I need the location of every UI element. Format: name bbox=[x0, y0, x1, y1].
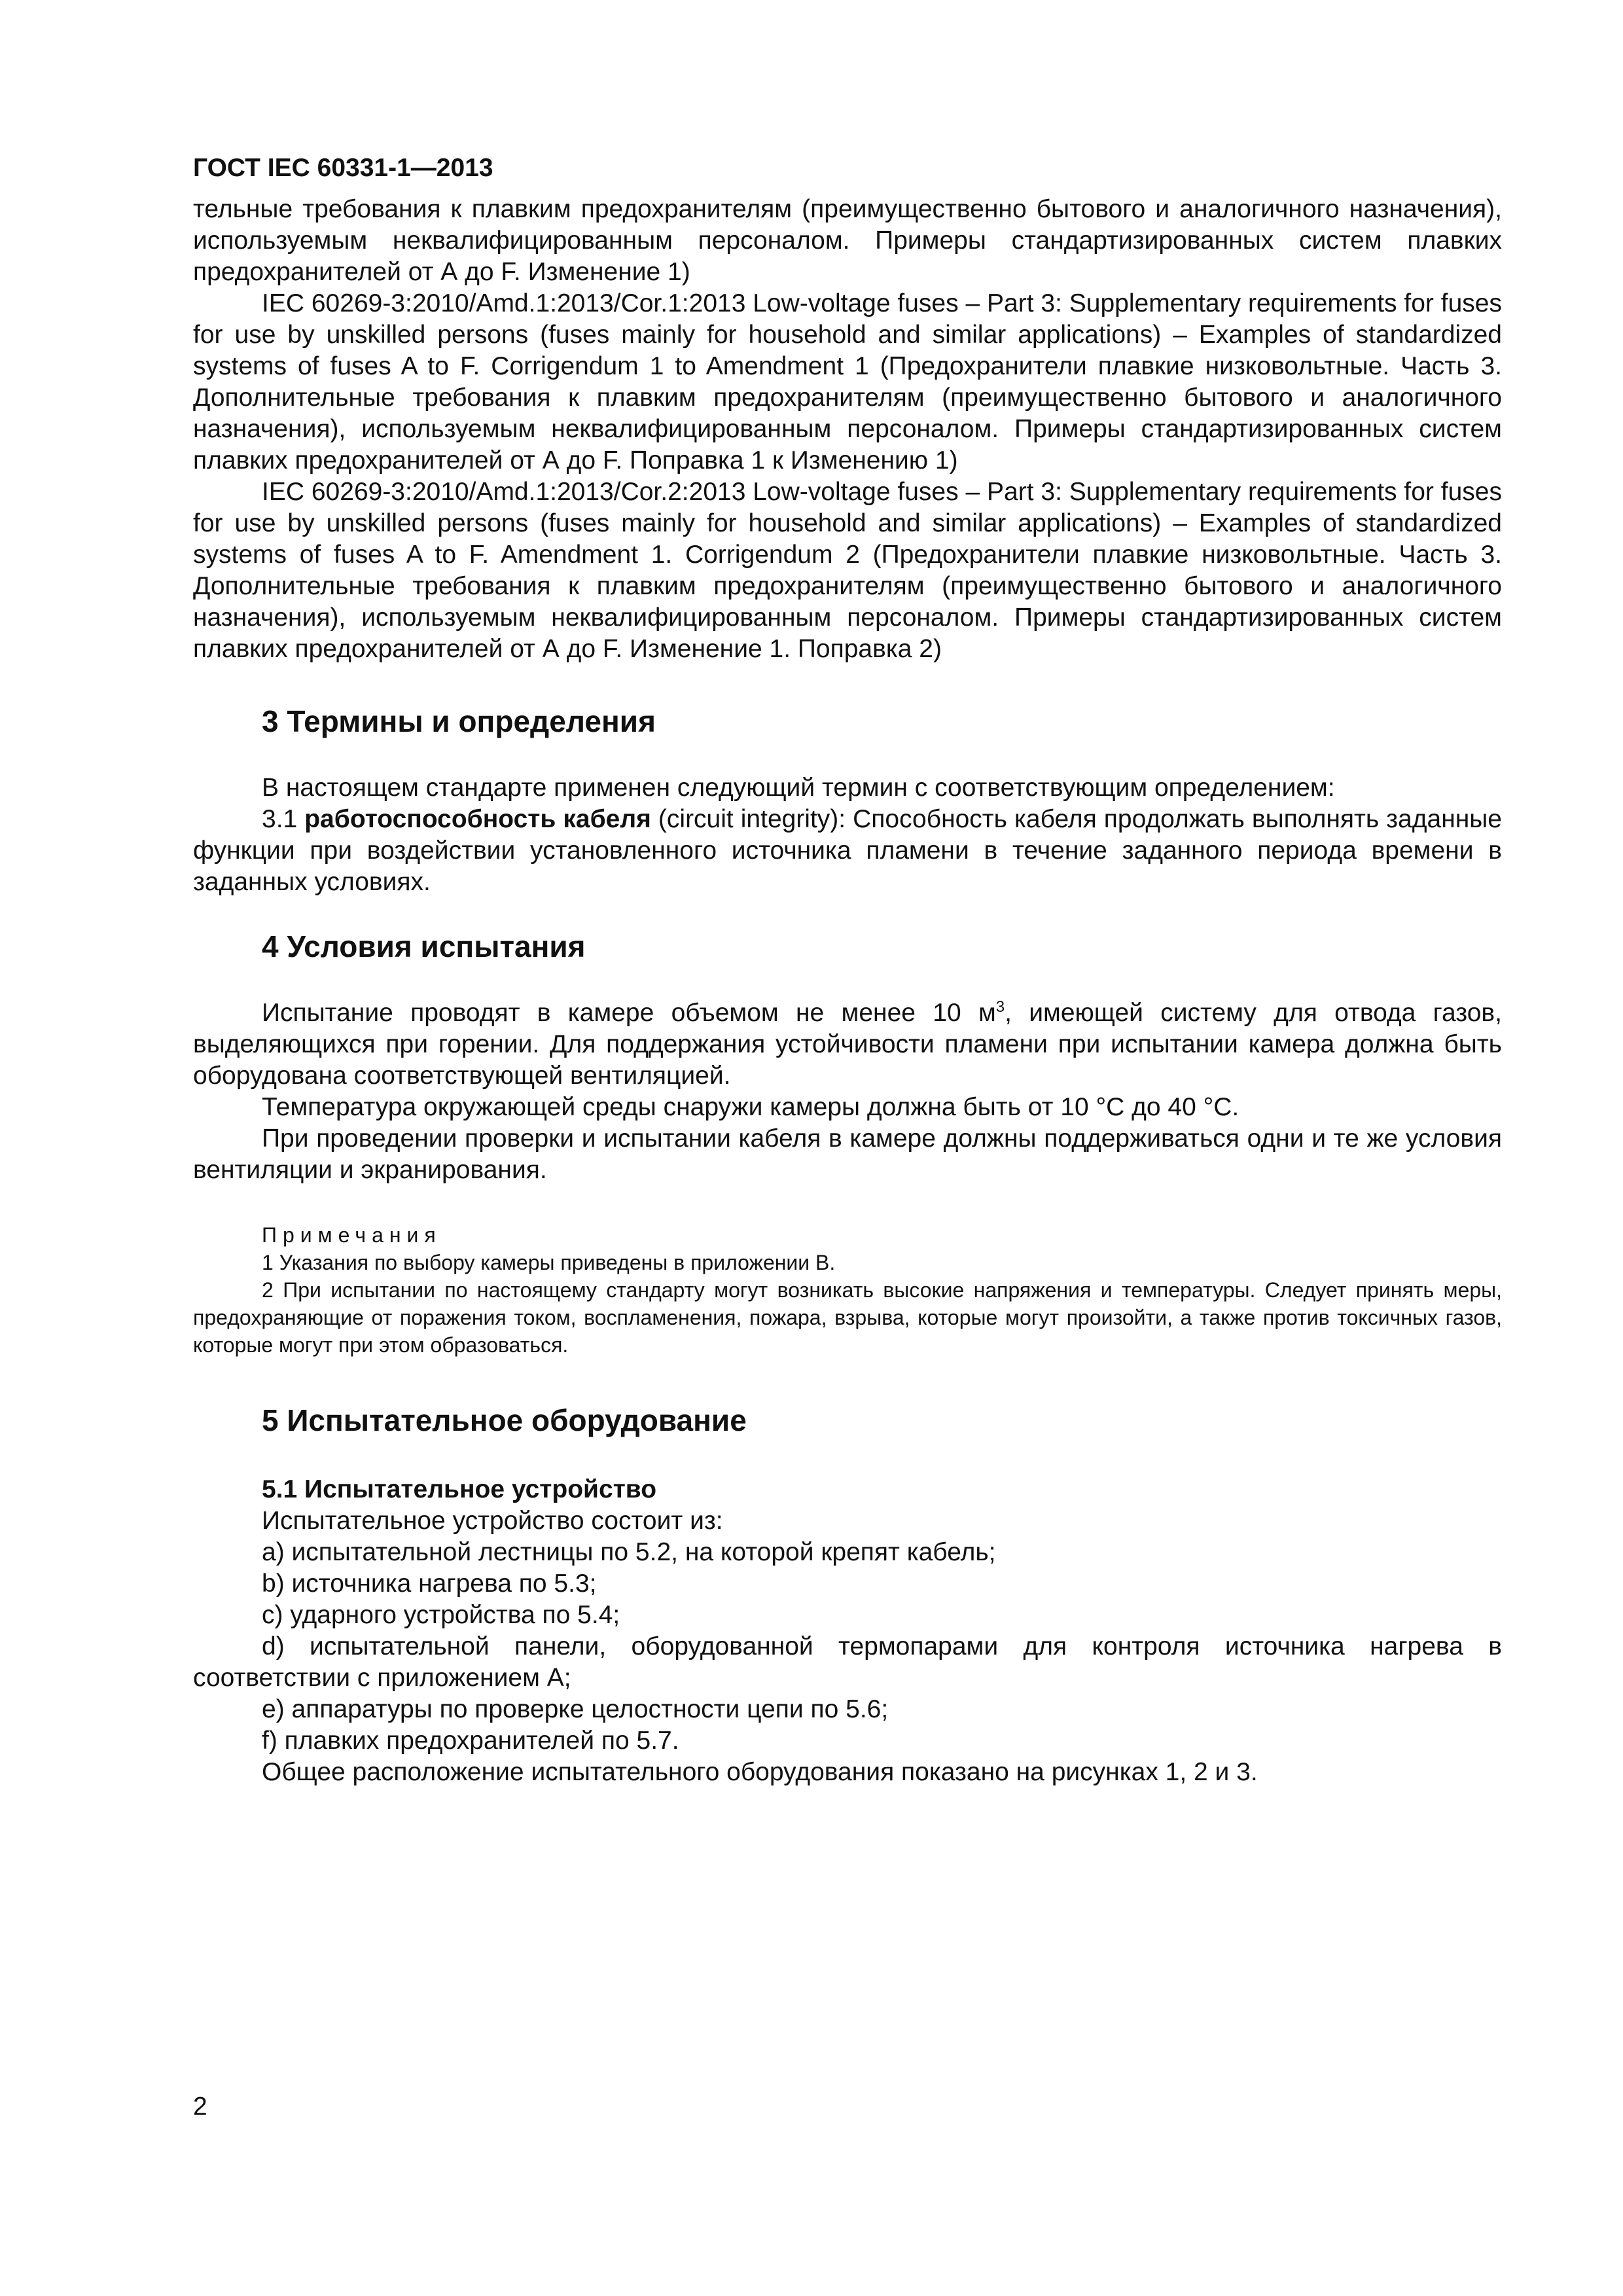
list-item-a: a) испытательной лестницы по 5.2, на которой крепят кабель; bbox=[262, 1538, 996, 1566]
section-5-1-intro: Испытательное устройство состоит из: bbox=[262, 1507, 723, 1535]
chamber-volume-text: Испытание проводят в камере объемом не менее 10 м bbox=[262, 999, 996, 1027]
notes-title: Примечания bbox=[262, 1223, 442, 1247]
document-page bbox=[193, 152, 1502, 1788]
list-item-e: e) аппаратуры по проверке целостности цепи по 5.6; bbox=[262, 1695, 889, 1723]
section-5-1-closing: Общее расположение испытательного оборудования показано на рисунках 1, 2 и 3. bbox=[262, 1758, 1258, 1786]
note-1: 1 Указания по выбору камеры приведены в приложении В. bbox=[262, 1251, 836, 1274]
section-4-heading: 4 Условия испытания bbox=[262, 929, 586, 963]
list-item-d: d) испытательной панели, оборудованной термопарами для контроля источника нагрева в соответствии с приложением А; bbox=[193, 1632, 1502, 1692]
page-number: 2 bbox=[193, 2092, 207, 2121]
list-item-b: b) источника нагрева по 5.3; bbox=[262, 1570, 597, 1598]
document-code-header: ГОСТ IEC 60331-1—2013 bbox=[193, 154, 493, 182]
section-4-paragraph-1 bbox=[193, 997, 1502, 1092]
section-3-heading: 3 Термины и определения bbox=[262, 704, 656, 738]
chamber-ventilation-text: , имеющей систему для отвода газов, выделяющихся при горении. Для поддержания устойчивости пламени при испытании камера должна быть оборудована соответствующей вентиляцией. bbox=[193, 999, 1502, 1090]
section-3-intro: В настоящем стандарте применен следующий термин с соответствующим определением: bbox=[262, 774, 1335, 802]
section-4-paragraph-2: Температура окружающей среды снаружи камеры должна быть от 10 °С до 40 °С. bbox=[262, 1093, 1240, 1121]
list-item-c: c) ударного устройства по 5.4; bbox=[262, 1601, 620, 1629]
term-definition-text: (circuit integrity): Способность кабеля продолжать выполнять заданные функции при воздействии установленного источника пламени в течение заданного периода времени в заданных условиях. bbox=[193, 805, 1502, 896]
note-2: 2 При испытании по настоящему стандарту могут возникать высокие напряжения и температуры. Следует принять меры, предохраняющие от поражения током, воспламенения, пожара, взрыва, которые могут произойти, а также против токсичных газов, которые могут при этом образоваться. bbox=[193, 1278, 1502, 1357]
reference-paragraph-continued: тельные требования к плавким предохранителям (преимущественно бытового и аналогичного назначения), используемым неквалифицированным персоналом. Примеры стандартизированных систем плавких предохранителей от А до F. Изменение 1) bbox=[193, 195, 1502, 286]
section-5-1-heading: 5.1 Испытательное устройство bbox=[262, 1475, 657, 1503]
reference-paragraph-cor2: IEC 60269-3:2010/Amd.1:2013/Cor.2:2013 Low-voltage fuses – Part 3: Supplementary requirements for fuses for use by unskilled persons (fuses mainly for household and similar applications) – Examples of standardized systems of fuses A to F. Amendment 1. Corrigendum 2 (Предохранители плавкие низковольтные. Часть 3. Дополнительные требования к плавким предохранителям (преимущественно бытового и аналогичного назначения), используемым неквалифицированным персоналом. Примеры стандартизированных систем плавких предохранителей от А до F. Изменение 1. Поправка 2) bbox=[193, 478, 1502, 663]
term-number: 3.1 bbox=[262, 805, 305, 833]
list-item-f: f) плавких предохранителей по 5.7. bbox=[262, 1727, 679, 1755]
superscript-3: 3 bbox=[995, 998, 1005, 1016]
term-name: работоспособность кабеля bbox=[304, 805, 651, 833]
section-5-heading: 5 Испытательное оборудование bbox=[262, 1403, 747, 1437]
term-definition bbox=[193, 804, 1502, 898]
reference-paragraph-cor1: IEC 60269-3:2010/Amd.1:2013/Cor.1:2013 Low-voltage fuses – Part 3: Supplementary requirements for fuses for use by unskilled persons (fuses mainly for household and similar applications) – Examples of standardized systems of fuses A to F. Corrigendum 1 to Amendment 1 (Предохранители плавкие низковольтные. Часть 3. Дополнительные требования к плавким предохранителям (преимущественно бытового и аналогичного назначения), используемым неквалифицированным персоналом. Примеры стандартизированных систем плавких предохранителей от А до F. Поправка 1 к Изменению 1) bbox=[193, 289, 1502, 475]
section-4-paragraph-3: При проведении проверки и испытании кабеля в камере должны поддерживаться одни и те же условия вентиляции и экранирования. bbox=[193, 1124, 1502, 1184]
